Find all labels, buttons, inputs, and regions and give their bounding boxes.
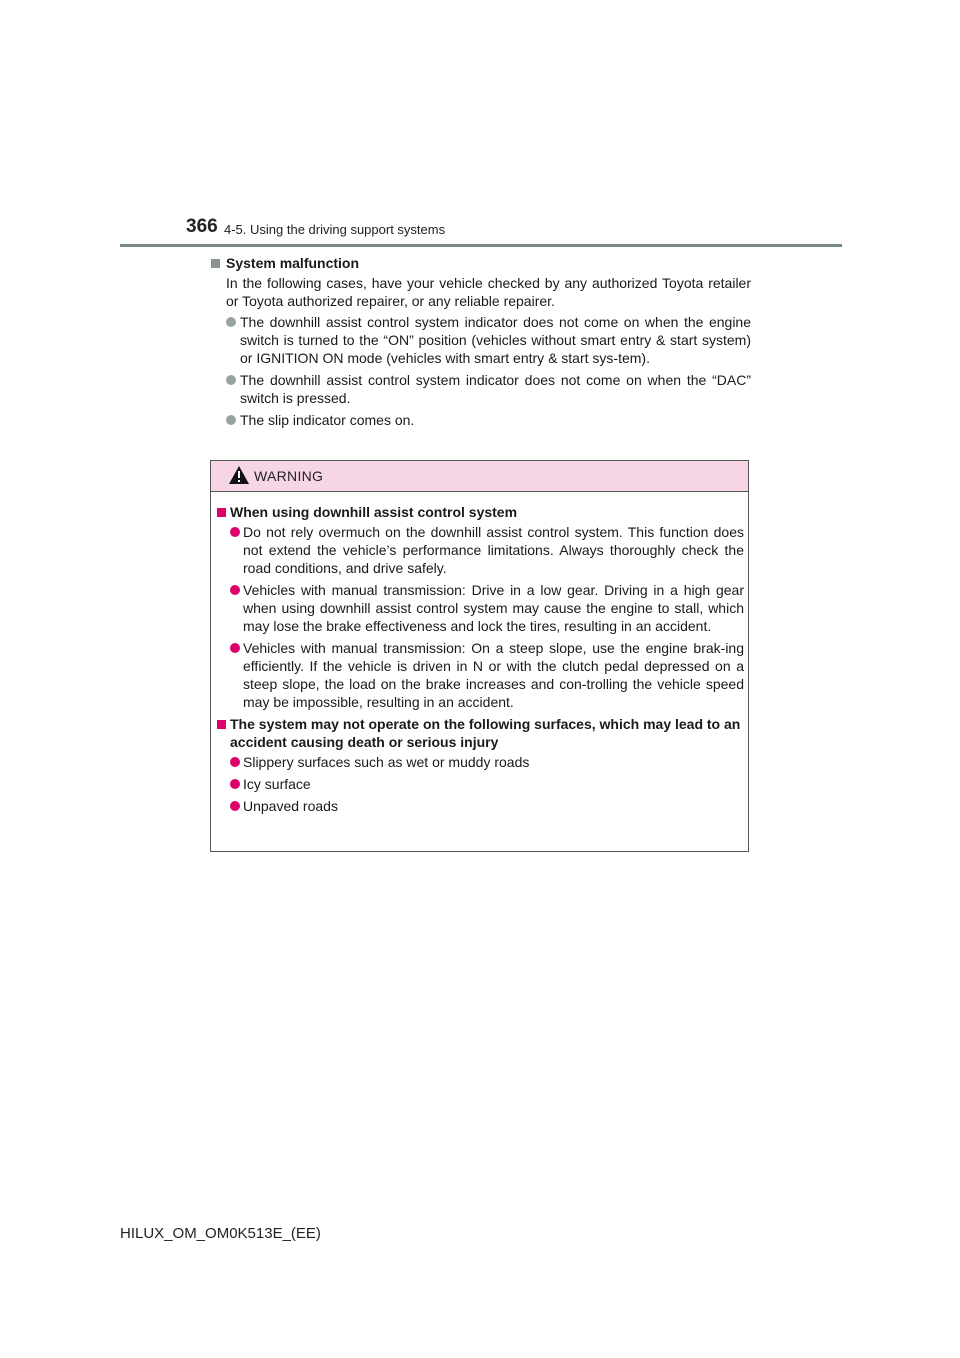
list-item: The slip indicator comes on. [211,411,751,429]
warning-header [211,461,748,492]
round-bullet-icon [230,643,240,653]
warning-box [210,460,749,852]
warning-heading-1: When using downhill assist control system [217,503,744,521]
list-item: The downhill assist control system indicator does not come on when the “DAC” switch is pressed. [211,371,751,407]
warning-body [217,503,744,819]
round-bullet-icon [230,757,240,767]
square-bullet-icon [217,720,226,729]
round-bullet-icon [230,585,240,595]
page-number: 366 [186,216,218,237]
round-bullet-icon [226,375,236,385]
round-bullet-icon [226,415,236,425]
warning-label: WARNING [254,468,324,484]
page-header [186,214,846,244]
round-bullet-icon [230,801,240,811]
section-title: 4-5. Using the driving support systems [224,222,446,237]
list-item: Unpaved roads [217,797,744,815]
warning-triangle-icon [228,465,250,485]
warning-heading-2: The system may not operate on the following surfaces, which may lead to an accident causing death or serious injury [217,715,744,751]
malfunction-section [211,254,751,433]
list-item: Icy surface [217,775,744,793]
header-rule [120,244,842,247]
round-bullet-icon [230,779,240,789]
doc-code-footer: HILUX_OM_OM0K513E_(EE) [120,1225,321,1242]
square-bullet-icon [211,259,220,268]
round-bullet-icon [226,317,236,327]
malfunction-heading: System malfunction [211,254,751,272]
list-item: Do not rely overmuch on the downhill assist control system. This function does not extend the vehicle’s performance limitations. Always thoroughly check the road conditions, and drive safely. [217,523,744,577]
list-item: Slippery surfaces such as wet or muddy roads [217,753,744,771]
malfunction-intro: In the following cases, have your vehicle checked by any authorized Toyota retailer or Toyota authorized repairer, or any reliable repairer. [226,275,751,309]
list-item: Vehicles with manual transmission: On a steep slope, use the engine brak-ing efficiently. If the vehicle is driven in N or with the clutch pedal depressed on a steep slope, the load on the brake increases and con-trolling the vehicle speed may be impossible, resulting in an accident. [217,639,744,711]
square-bullet-icon [217,508,226,517]
round-bullet-icon [230,527,240,537]
list-item: The downhill assist control system indicator does not come on when the engine switch is turned to the “ON” position (vehicles without smart entry & start system) or IGNITION ON mode (vehicles with smart entry & start sys-tem). [211,313,751,367]
list-item: Vehicles with manual transmission: Drive in a low gear. Driving in a high gear when using downhill assist control system may cause the engine to stall, which may lose the brake effectiveness and lock the tires, resulting in an accident. [217,581,744,635]
